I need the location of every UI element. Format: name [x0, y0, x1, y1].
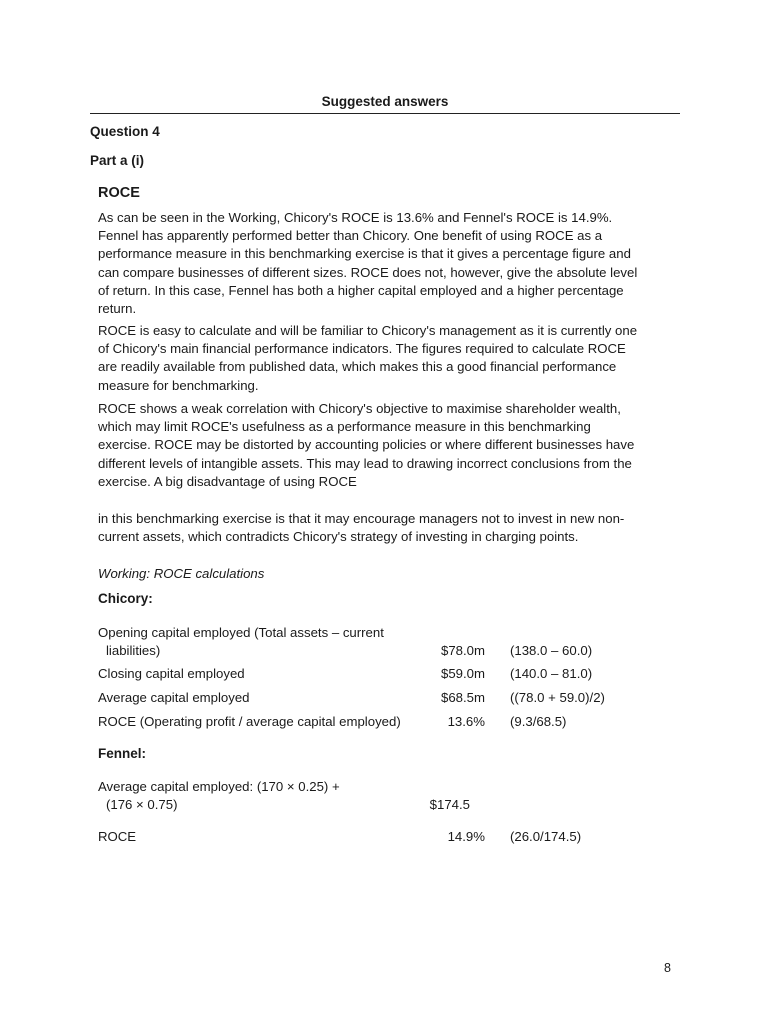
row-value: $59.0m [441, 666, 485, 681]
row-value: 13.6% [447, 714, 485, 729]
working-label: Working: ROCE calculations [98, 566, 265, 581]
row-value: $78.0m [441, 643, 485, 658]
row-label-line1: Opening capital employed (Total assets – current [98, 625, 384, 640]
row-calculation: ((78.0 + 59.0)/2) [510, 690, 605, 705]
page-header-title: Suggested answers [321, 94, 449, 109]
row-label [98, 624, 408, 660]
chicory-heading: Chicory: [98, 591, 153, 606]
header-divider [90, 113, 680, 114]
row-label-line2: liabilities) [106, 643, 161, 658]
row-label: ROCE (Operating profit / average capital employed) [98, 714, 401, 729]
row-label: Closing capital employed [98, 666, 245, 681]
row-value: $68.5m [441, 690, 485, 705]
paragraph-4: in this benchmarking exercise is that it may encourage managers not to invest in new non-current assets, which contradicts Chicory's strategy of investing in charging points. [98, 511, 625, 545]
paragraph-3: ROCE shows a weak correlation with Chicory's objective to maximise shareholder wealth, which may limit ROCE's usefulness as a performance measure in this benchmarking exercise. ROCE may be distorted by accounting policies or where different businesses have different levels of intangible assets. This may lead to drawing incorrect conclusions from the exercise. A big disadvantage of using ROCE [98, 401, 635, 489]
row-label: ROCE [98, 829, 137, 844]
section-heading-roce: ROCE [98, 185, 140, 201]
row-value: $174.5 [429, 797, 470, 812]
row-label-line2: (176 × 0.75) [106, 797, 178, 812]
page-number: 8 [664, 961, 671, 975]
fennel-heading: Fennel: [98, 746, 147, 761]
paragraph-2: ROCE is easy to calculate and will be familiar to Chicory's management as it is currently one of Chicory's main financial performance indicators. The figures required to calculate ROCE are readily available from published data, which makes this a good financial performance measure for benchmarking. [98, 323, 638, 393]
row-calculation: (140.0 – 81.0) [510, 666, 593, 681]
row-label: Average capital employed [98, 690, 250, 705]
row-value: 14.9% [447, 829, 485, 844]
row-label-line1: Average capital employed: (170 × 0.25) + [98, 779, 340, 794]
question-title: Question 4 [90, 124, 160, 139]
row-label [98, 778, 408, 814]
part-title: Part a (i) [90, 153, 145, 168]
row-calculation: (26.0/174.5) [510, 829, 582, 844]
paragraph-1: As can be seen in the Working, Chicory's ROCE is 13.6% and Fennel's ROCE is 14.9%. Fennel has apparently performed better than Chicory. One benefit of using ROCE as a performance measure in this benchmarking exercise is that it gives a percentage figure and can compare businesses of different sizes. ROCE does not, however, give the absolute level of return. In this case, Fennel has both a higher capital employed and a higher percentage return. [98, 210, 638, 317]
row-calculation: (9.3/68.5) [510, 714, 567, 729]
row-calculation: (138.0 – 60.0) [510, 643, 593, 658]
